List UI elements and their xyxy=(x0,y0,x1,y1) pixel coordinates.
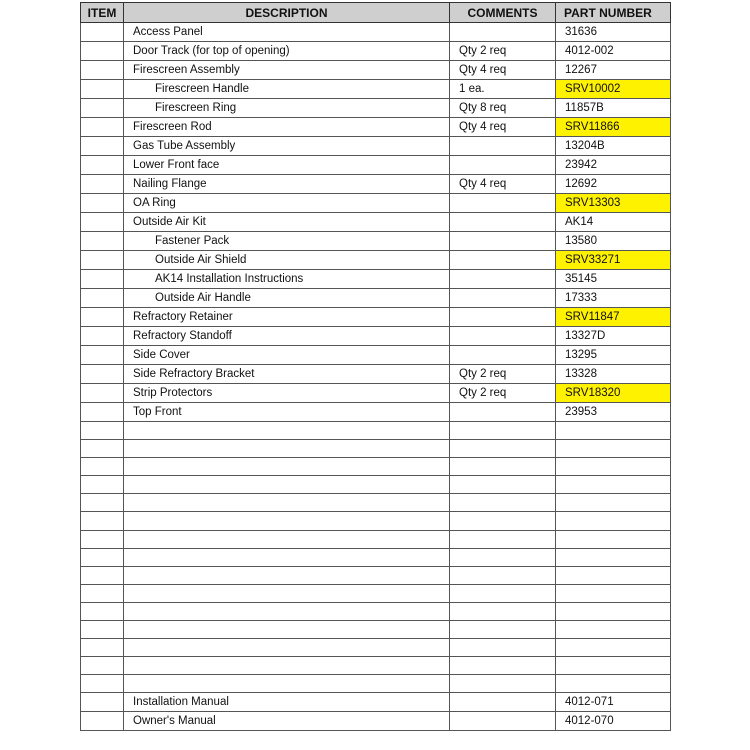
part-number-cell: 4012-002 xyxy=(556,42,671,61)
table-row xyxy=(81,548,671,566)
table-row xyxy=(81,118,671,137)
header-description: DESCRIPTION xyxy=(124,3,450,23)
part-number-cell-highlighted: SRV18320 xyxy=(556,384,671,403)
comments-cell: Qty 4 req xyxy=(450,118,556,137)
part-number-cell-highlighted: SRV11847 xyxy=(556,308,671,327)
description-cell: Gas Tube Assembly xyxy=(124,137,450,156)
description-cell: Owner's Manual xyxy=(124,712,450,731)
table-row xyxy=(81,213,671,232)
description-cell: Outside Air Kit xyxy=(124,213,450,232)
item-cell xyxy=(81,175,124,194)
part-number-cell xyxy=(556,476,671,494)
part-number-cell xyxy=(556,494,671,512)
comments-cell: Qty 4 req xyxy=(450,61,556,80)
description-cell xyxy=(124,548,450,566)
item-cell xyxy=(81,327,124,346)
table-row xyxy=(81,61,671,80)
table-row xyxy=(81,99,671,118)
comments-cell xyxy=(450,137,556,156)
comments-cell: Qty 8 req xyxy=(450,99,556,118)
description-cell xyxy=(124,476,450,494)
table-row xyxy=(81,422,671,440)
description-cell: Firescreen Handle xyxy=(124,80,450,99)
parts-list-sheet xyxy=(80,2,670,731)
table-row xyxy=(81,308,671,327)
description-cell xyxy=(124,530,450,548)
part-number-cell xyxy=(556,639,671,657)
part-number-cell: 4012-070 xyxy=(556,712,671,731)
comments-cell xyxy=(450,675,556,693)
item-cell xyxy=(81,251,124,270)
item-cell xyxy=(81,308,124,327)
table-row xyxy=(81,530,671,548)
comments-cell xyxy=(450,308,556,327)
part-number-cell xyxy=(556,530,671,548)
table-row xyxy=(81,494,671,512)
item-cell xyxy=(81,232,124,251)
part-number-cell: 23953 xyxy=(556,403,671,422)
part-number-cell: 23942 xyxy=(556,156,671,175)
description-cell xyxy=(124,422,450,440)
table-row xyxy=(81,584,671,602)
item-cell xyxy=(81,289,124,308)
comments-cell: Qty 2 req xyxy=(450,42,556,61)
description-cell: Top Front xyxy=(124,403,450,422)
part-number-cell-highlighted: SRV10002 xyxy=(556,80,671,99)
part-number-cell-highlighted: SRV13303 xyxy=(556,194,671,213)
description-cell: Side Cover xyxy=(124,346,450,365)
header-item: ITEM xyxy=(81,3,124,23)
table-row xyxy=(81,80,671,99)
part-number-cell xyxy=(556,512,671,530)
item-cell xyxy=(81,675,124,693)
description-cell: Refractory Retainer xyxy=(124,308,450,327)
part-number-cell: 31636 xyxy=(556,23,671,42)
item-cell xyxy=(81,118,124,137)
description-cell: Access Panel xyxy=(124,23,450,42)
comments-cell: 1 ea. xyxy=(450,80,556,99)
comments-cell xyxy=(450,548,556,566)
item-cell xyxy=(81,270,124,289)
table-row xyxy=(81,602,671,620)
header-comments: COMMENTS xyxy=(450,3,556,23)
table-row xyxy=(81,384,671,403)
description-cell xyxy=(124,657,450,675)
table-header xyxy=(81,3,671,23)
description-cell xyxy=(124,639,450,657)
comments-cell xyxy=(450,693,556,712)
comments-cell xyxy=(450,621,556,639)
item-cell xyxy=(81,602,124,620)
item-cell xyxy=(81,403,124,422)
table-row xyxy=(81,621,671,639)
parts-table xyxy=(80,2,671,731)
comments-cell xyxy=(450,194,556,213)
item-cell xyxy=(81,137,124,156)
item-cell xyxy=(81,458,124,476)
description-cell: OA Ring xyxy=(124,194,450,213)
comments-cell xyxy=(450,156,556,175)
description-cell xyxy=(124,675,450,693)
item-cell xyxy=(81,61,124,80)
item-cell xyxy=(81,99,124,118)
item-cell xyxy=(81,194,124,213)
part-number-cell: 13204B xyxy=(556,137,671,156)
table-row xyxy=(81,270,671,289)
header-part-number: PART NUMBER xyxy=(556,3,671,23)
part-number-cell xyxy=(556,458,671,476)
item-cell xyxy=(81,23,124,42)
description-cell xyxy=(124,602,450,620)
description-cell: Strip Protectors xyxy=(124,384,450,403)
comments-cell xyxy=(450,566,556,584)
table-row xyxy=(81,42,671,61)
table-row xyxy=(81,289,671,308)
item-cell xyxy=(81,42,124,61)
item-cell xyxy=(81,584,124,602)
item-cell xyxy=(81,346,124,365)
description-cell: Door Track (for top of opening) xyxy=(124,42,450,61)
description-cell: Outside Air Handle xyxy=(124,289,450,308)
description-cell: Firescreen Assembly xyxy=(124,61,450,80)
item-cell xyxy=(81,530,124,548)
description-cell: Fastener Pack xyxy=(124,232,450,251)
table-row xyxy=(81,232,671,251)
comments-cell: Qty 2 req xyxy=(450,384,556,403)
table-row xyxy=(81,346,671,365)
item-cell xyxy=(81,365,124,384)
part-number-cell xyxy=(556,675,671,693)
table-row xyxy=(81,175,671,194)
part-number-cell xyxy=(556,584,671,602)
part-number-cell: 13328 xyxy=(556,365,671,384)
part-number-cell xyxy=(556,440,671,458)
item-cell xyxy=(81,657,124,675)
comments-cell xyxy=(450,712,556,731)
table-row xyxy=(81,693,671,712)
item-cell xyxy=(81,384,124,403)
table-row xyxy=(81,639,671,657)
comments-cell xyxy=(450,251,556,270)
comments-cell xyxy=(450,346,556,365)
part-number-cell: 11857B xyxy=(556,99,671,118)
description-cell: Refractory Standoff xyxy=(124,327,450,346)
comments-cell xyxy=(450,639,556,657)
part-number-cell: 13327D xyxy=(556,327,671,346)
part-number-cell: 35145 xyxy=(556,270,671,289)
comments-cell xyxy=(450,602,556,620)
table-row xyxy=(81,156,671,175)
table-row xyxy=(81,476,671,494)
description-cell xyxy=(124,494,450,512)
part-number-cell: 13295 xyxy=(556,346,671,365)
table-row xyxy=(81,403,671,422)
description-cell xyxy=(124,584,450,602)
description-cell: AK14 Installation Instructions xyxy=(124,270,450,289)
description-cell: Firescreen Ring xyxy=(124,99,450,118)
part-number-cell xyxy=(556,566,671,584)
comments-cell xyxy=(450,476,556,494)
comments-cell xyxy=(450,23,556,42)
item-cell xyxy=(81,566,124,584)
item-cell xyxy=(81,476,124,494)
comments-cell: Qty 4 req xyxy=(450,175,556,194)
description-cell: Side Refractory Bracket xyxy=(124,365,450,384)
item-cell xyxy=(81,156,124,175)
description-cell xyxy=(124,458,450,476)
part-number-cell: 4012-071 xyxy=(556,693,671,712)
table-row xyxy=(81,458,671,476)
table-body xyxy=(81,23,671,731)
comments-cell xyxy=(450,494,556,512)
table-row xyxy=(81,194,671,213)
description-cell: Outside Air Shield xyxy=(124,251,450,270)
comments-cell xyxy=(450,512,556,530)
description-cell: Lower Front face xyxy=(124,156,450,175)
comments-cell xyxy=(450,403,556,422)
description-cell xyxy=(124,566,450,584)
comments-cell xyxy=(450,458,556,476)
table-row xyxy=(81,512,671,530)
part-number-cell: 12267 xyxy=(556,61,671,80)
table-row xyxy=(81,23,671,42)
table-row xyxy=(81,657,671,675)
part-number-cell: AK14 xyxy=(556,213,671,232)
item-cell xyxy=(81,422,124,440)
item-cell xyxy=(81,693,124,712)
description-cell: Installation Manual xyxy=(124,693,450,712)
description-cell xyxy=(124,512,450,530)
comments-cell xyxy=(450,270,556,289)
item-cell xyxy=(81,621,124,639)
item-cell xyxy=(81,512,124,530)
comments-cell xyxy=(450,327,556,346)
item-cell xyxy=(81,639,124,657)
part-number-cell xyxy=(556,657,671,675)
item-cell xyxy=(81,494,124,512)
comments-cell xyxy=(450,422,556,440)
part-number-cell: 17333 xyxy=(556,289,671,308)
part-number-cell xyxy=(556,548,671,566)
item-cell xyxy=(81,213,124,232)
part-number-cell: 12692 xyxy=(556,175,671,194)
description-cell: Nailing Flange xyxy=(124,175,450,194)
comments-cell xyxy=(450,440,556,458)
comments-cell xyxy=(450,232,556,251)
table-row xyxy=(81,365,671,384)
part-number-cell xyxy=(556,621,671,639)
comments-cell xyxy=(450,213,556,232)
part-number-cell: 13580 xyxy=(556,232,671,251)
comments-cell xyxy=(450,530,556,548)
part-number-cell xyxy=(556,422,671,440)
table-row xyxy=(81,251,671,270)
comments-cell xyxy=(450,657,556,675)
table-row xyxy=(81,712,671,731)
item-cell xyxy=(81,712,124,731)
description-cell: Firescreen Rod xyxy=(124,118,450,137)
item-cell xyxy=(81,440,124,458)
table-row xyxy=(81,675,671,693)
table-row xyxy=(81,566,671,584)
comments-cell xyxy=(450,584,556,602)
part-number-cell-highlighted: SRV33271 xyxy=(556,251,671,270)
item-cell xyxy=(81,548,124,566)
table-row xyxy=(81,137,671,156)
table-row xyxy=(81,327,671,346)
table-row xyxy=(81,440,671,458)
description-cell xyxy=(124,440,450,458)
description-cell xyxy=(124,621,450,639)
part-number-cell xyxy=(556,602,671,620)
part-number-cell-highlighted: SRV11866 xyxy=(556,118,671,137)
comments-cell xyxy=(450,289,556,308)
header-row xyxy=(81,3,671,23)
comments-cell: Qty 2 req xyxy=(450,365,556,384)
item-cell xyxy=(81,80,124,99)
